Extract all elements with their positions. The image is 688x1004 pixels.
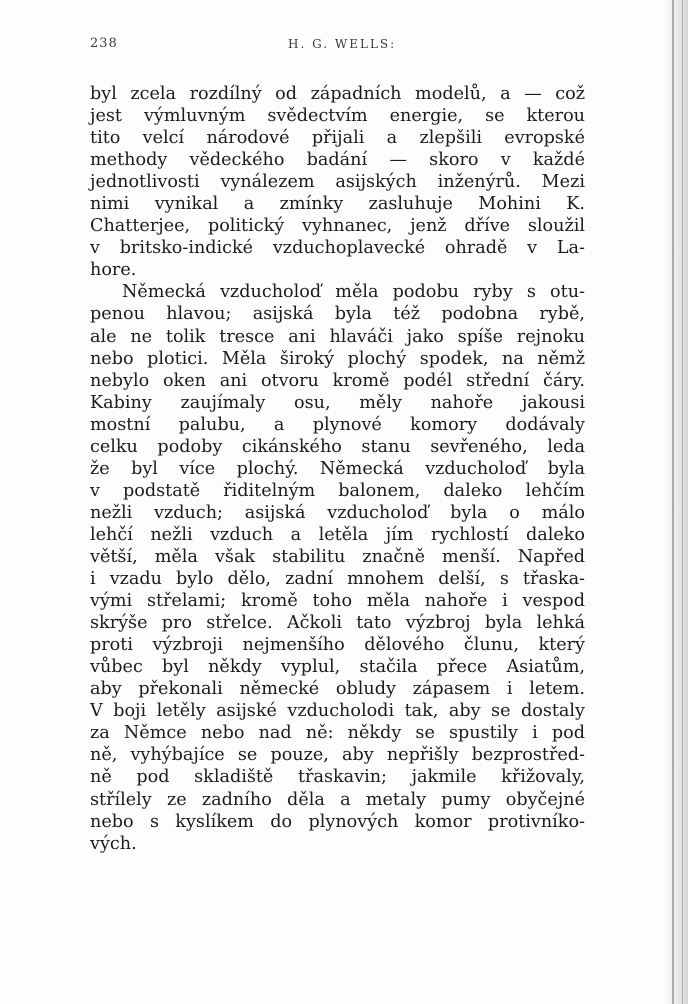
text-line: vými střelami; kromě toho měla nahoře i vespod — [90, 591, 585, 612]
text-line: proti výzbroji nejmenšího dělového člunu, který — [90, 635, 585, 656]
text-line: aby překonali německé obludy zápasem i letem. — [90, 679, 585, 700]
text-line: ale ne tolik tresce ani hlaváči jako spíše rejnoku — [90, 326, 585, 347]
paragraph — [90, 83, 585, 281]
text-line: Kabiny zaujímaly osu, měly nahoře jakousi — [90, 392, 585, 413]
text-line: i vzadu bylo dělo, zadní mnohem delší, s třaska- — [90, 569, 585, 590]
text-line: jest výmluvným svědectvím energie, se kterou — [90, 106, 585, 127]
text-line: penou hlavou; asijská byla též podobna rybě, — [90, 304, 585, 325]
text-line: nebo s kyslíkem do plynových komor protivníko- — [90, 811, 585, 832]
text-line: že byl více plochý. Německá vzducholoď byla — [90, 458, 585, 479]
text-line: nimi vynikal a zmínky zasluhuje Mohini K. — [90, 194, 585, 215]
text-line: nebylo oken ani otvoru kromě podél střední čáry. — [90, 370, 585, 391]
text-line: hore. — [90, 260, 137, 281]
text-line: lehčí nežli vzduch a letěla jím rychlostí daleko — [90, 524, 585, 545]
paragraph — [90, 281, 585, 854]
binding-edge-shadow — [662, 0, 688, 1004]
text-line: Chatterjee, politický vyhnanec, jenž dříve sloužil — [90, 216, 585, 237]
text-line: větší, měla však stabilitu značně menší. Napřed — [90, 546, 585, 567]
text-line: methody vědeckého badání — skoro v každé — [90, 150, 585, 171]
text-line: tito velcí národové přijali a zlepšili evropské — [90, 128, 585, 149]
text-line: skrýše pro střelce. Ačkoli tato výzbroj byla lehká — [90, 613, 585, 634]
text-line: V boji letěly asijské vzducholodi tak, aby se dostaly — [90, 701, 585, 722]
page-number: 238 — [90, 36, 118, 51]
text-line: mostní palubu, a plynové komory dodávaly — [90, 414, 585, 435]
text-line: celku podoby cikánského stanu sevřeného, leda — [90, 436, 585, 457]
text-line: v britsko-indické vzduchoplavecké ohradě v La- — [90, 238, 585, 259]
running-head: H. G. WELLS: — [288, 37, 397, 51]
page-edge-line — [682, 0, 683, 1004]
text-line: nebo plotici. Měla široký plochý spodek, na němž — [90, 348, 585, 369]
page-edge-line — [672, 0, 674, 1004]
text-line: vých. — [90, 833, 137, 854]
body-text — [90, 83, 585, 855]
text-line: ně pod skladiště třaskavin; jakmile křižovaly, — [90, 767, 585, 788]
text-line: střílely ze zadního děla a metaly pumy obyčejné — [90, 789, 585, 810]
text-line: Německá vzducholoď měla podobu ryby s otu- — [122, 282, 585, 303]
text-line: vůbec byl někdy vyplul, stačila přece Asiatům, — [90, 657, 585, 678]
text-line: ně, vyhýbajíce se pouze, aby nepřišly bezprostřed- — [90, 745, 585, 766]
text-line: nežli vzduch; asijská vzducholoď byla o málo — [90, 502, 585, 523]
text-line: za Němce nebo nad ně: někdy se spustily i pod — [90, 723, 585, 744]
text-line: jednotlivosti vynálezem asijských inženýrů. Mezi — [90, 172, 585, 193]
text-line: v podstatě řiditelným balonem, daleko lehčím — [90, 480, 585, 501]
page-header — [90, 36, 590, 58]
text-line: byl zcela rozdílný od západních modelů, a — což — [90, 84, 585, 104]
